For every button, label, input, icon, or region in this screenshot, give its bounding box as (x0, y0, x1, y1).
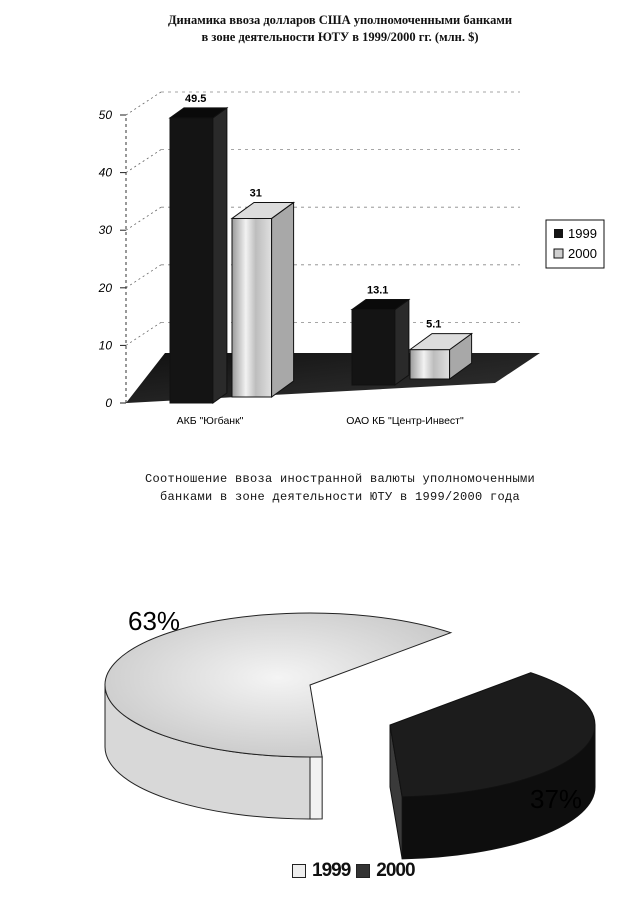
pie-chart-title-line2: банками в зоне деятельности ЮТУ в 1999/2000 года (159, 490, 521, 504)
bar-value-label: 13.1 (367, 284, 389, 297)
pie-chart-title-line1: Соотношение ввоза иностранной валюты уполномоченными (144, 472, 536, 486)
bar-side-1999-1 (395, 300, 409, 385)
y-tick-label: 0 (105, 396, 112, 410)
pie-chart (0, 560, 637, 860)
legend-swatch-1999 (554, 229, 563, 238)
legend-swatch-2000 (356, 864, 370, 878)
pie-legend (292, 858, 415, 884)
gridline-depth (126, 150, 161, 173)
bar-1999-0 (170, 118, 213, 403)
x-category-label: АКБ "Югбанк" (176, 415, 244, 427)
legend-swatch-1999 (292, 864, 306, 878)
pie-legend-label-2000: 2000 (376, 860, 415, 881)
pie-value-label-1999: 63% (128, 606, 181, 636)
gridline-depth (126, 265, 161, 288)
y-tick-label: 10 (98, 338, 112, 353)
pie-legend-label-1999: 1999 (312, 860, 351, 881)
bar-1999-1 (352, 310, 395, 385)
y-tick-label: 20 (98, 280, 112, 295)
y-tick-label: 40 (98, 165, 112, 180)
bar-legend (546, 220, 604, 268)
bar-2000-0 (232, 218, 272, 397)
legend-label-1999: 1999 (568, 226, 597, 241)
y-tick-label: 50 (98, 108, 112, 122)
bar-2000-1 (410, 350, 450, 379)
bar-chart (0, 40, 637, 480)
pie-chart-title (140, 470, 540, 506)
y-tick-label: 30 (98, 223, 112, 238)
pie-value-label-2000: 37% (530, 784, 583, 814)
x-category-label: ОАО КБ "Центр-Инвест" (346, 415, 464, 427)
bar-side-1999-0 (213, 108, 227, 403)
legend-label-2000: 2000 (568, 246, 597, 261)
gridline-depth (126, 207, 161, 230)
bar-value-label: 5.1 (426, 318, 442, 331)
bar-value-label: 31 (249, 187, 262, 200)
bar-chart-title-line2: в зоне деятельности ЮТУ в 1999/2000 гг. (млн. $) (201, 30, 479, 44)
pie-slice-side-1999 (310, 757, 322, 819)
gridline-depth (126, 92, 161, 115)
legend-swatch-2000 (554, 249, 563, 258)
bar-chart-title-line1: Динамика ввоза долларов США уполномоченными банками (167, 13, 513, 27)
bar-value-label: 49.5 (185, 92, 207, 105)
gridline-depth (126, 322, 161, 345)
bar-side-2000-0 (272, 202, 294, 397)
